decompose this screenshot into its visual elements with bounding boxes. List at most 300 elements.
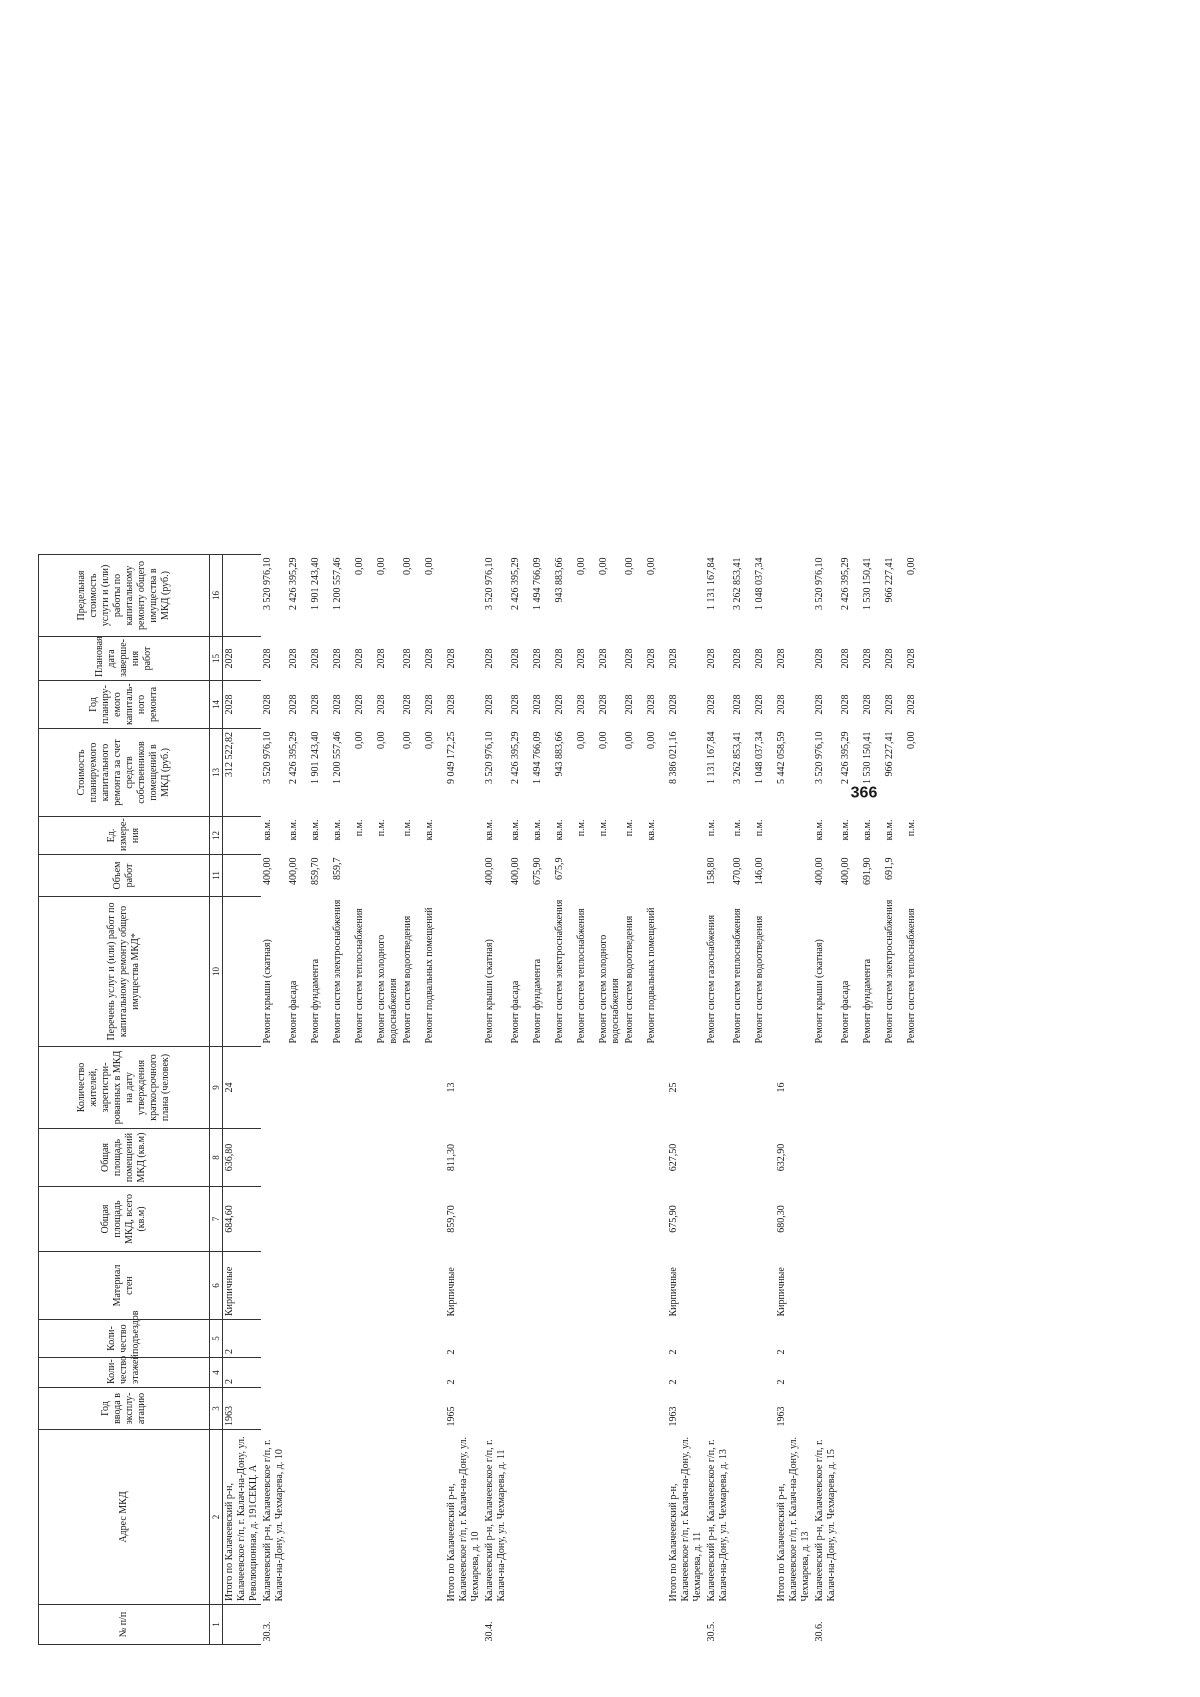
cell-cost: 0,00: [576, 731, 587, 749]
cell-limit: 0,00: [402, 557, 413, 575]
column-header: Общая площадь МКД, всего (кв.м): [39, 1187, 210, 1252]
cell-area-total: [597, 1187, 623, 1252]
cell-floors: [731, 1358, 753, 1388]
cell-floors: [509, 1358, 531, 1388]
cell-limit: 3 520 976,10: [262, 557, 273, 610]
cell-area-total: [509, 1187, 531, 1252]
work-row: [531, 555, 553, 1645]
cell-work: Ремонт систем водоотведения: [754, 915, 765, 1044]
cell-work: Ремонт систем газоснабжения: [706, 914, 717, 1044]
work-row: [597, 555, 623, 1645]
cell-cost: 5 442 058,59: [776, 731, 787, 784]
cell-addr: [623, 1430, 645, 1605]
cell-year: [731, 1388, 753, 1430]
cell-area-total: [731, 1187, 753, 1252]
cell-limit: 1 200 557,46: [332, 557, 343, 610]
cell-residents: [597, 1047, 623, 1129]
cell-num: [667, 1605, 705, 1645]
work-row: [575, 555, 597, 1645]
work-row: [813, 555, 839, 1645]
column-number: 7: [210, 1187, 223, 1252]
cell-addr: [401, 1430, 423, 1605]
cell-area-total: [905, 1187, 927, 1252]
cell-plan-year: 2028: [376, 694, 387, 715]
cell-year: [575, 1388, 597, 1430]
cell-material: Кирпичные: [446, 1267, 457, 1317]
cell-floors: [705, 1358, 731, 1388]
cell-floors: [531, 1358, 553, 1388]
cell-limit: 0,00: [376, 557, 387, 575]
cell-finish: 2028: [668, 648, 679, 669]
cell-floors: [597, 1358, 623, 1388]
cell-residents: [423, 1047, 445, 1129]
cell-unit: [667, 817, 705, 855]
cell-residents: [483, 1047, 509, 1129]
cell-finish: 2028: [376, 648, 387, 669]
work-row: [309, 555, 331, 1645]
cell-year: [353, 1388, 375, 1430]
cell-material: [623, 1252, 645, 1320]
cell-work: Ремонт систем теплоснабжения: [732, 908, 743, 1044]
cell-cost: 1 048 037,34: [754, 731, 765, 784]
cell-year: [645, 1388, 667, 1430]
cell-area-total: [331, 1187, 353, 1252]
cell-floors: [575, 1358, 597, 1388]
column-number: 10: [210, 897, 223, 1047]
cell-limit: 3 520 976,10: [484, 557, 495, 610]
cell-entrances: [287, 1320, 309, 1358]
cell-limit: 2 426 395,29: [840, 557, 851, 610]
cell-cost: 1 200 557,46: [332, 731, 343, 784]
cell-volume: 400,00: [288, 857, 299, 885]
cell-limit: 2 426 395,29: [288, 557, 299, 610]
cell-unit: кв.м.: [424, 819, 435, 841]
cell-area-total: [705, 1187, 731, 1252]
cell-addr: [731, 1430, 753, 1605]
cell-unit: кв.м.: [884, 819, 895, 841]
cell-unit: п.м.: [376, 819, 387, 837]
cell-volume: 146,00: [754, 857, 765, 885]
cell-residents: [401, 1047, 423, 1129]
column-header: Адрес МКД: [39, 1430, 210, 1605]
column-number: 4: [210, 1358, 223, 1388]
cell-area-rooms: [575, 1129, 597, 1187]
cell-work: Ремонт фасада: [510, 980, 521, 1044]
cell-work: Ремонт систем холодного водоснабжения: [376, 934, 399, 1044]
cell-volume: 675,90: [532, 857, 543, 885]
cell-work: Ремонт крыши (скатная): [262, 939, 273, 1044]
cell-num: [531, 1605, 553, 1645]
work-row: [645, 555, 667, 1645]
table-body: [223, 555, 928, 1645]
cell-area-total: [883, 1187, 905, 1252]
cell-volume: [645, 855, 667, 897]
cell-year: 1965: [446, 1406, 457, 1427]
cell-limit: [667, 555, 705, 637]
cell-entrances: [509, 1320, 531, 1358]
cell-area-total: [861, 1187, 883, 1252]
cell-limit: 3 520 976,10: [814, 557, 825, 610]
cell-material: [839, 1252, 861, 1320]
cell-material: [261, 1252, 287, 1320]
cell-residents: [575, 1047, 597, 1129]
cell-floors: 2: [223, 1358, 262, 1388]
column-number: 13: [210, 729, 223, 817]
work-row: [353, 555, 375, 1645]
cell-limit: 0,00: [646, 557, 657, 575]
cell-floors: [261, 1358, 287, 1388]
cell-unit: п.м.: [706, 819, 717, 837]
column-header: Год ввода в эксплу-атацию: [39, 1388, 210, 1430]
cell-area-rooms: [861, 1129, 883, 1187]
cell-cost: 3 520 976,10: [484, 731, 495, 784]
column-header: Коли-чество этажей: [39, 1358, 210, 1388]
cell-addr: [423, 1430, 445, 1605]
cell-area-rooms: [261, 1129, 287, 1187]
cell-area-rooms: [375, 1129, 401, 1187]
cell-plan-year: 2028: [288, 694, 299, 715]
cell-residents: 24: [223, 1047, 262, 1129]
cell-cost: 8 386 021,16: [668, 731, 679, 784]
cell-num: [597, 1605, 623, 1645]
cell-area-total: 684,60: [223, 1187, 262, 1252]
cell-entrances: [575, 1320, 597, 1358]
cell-volume: [775, 855, 813, 897]
cell-material: [353, 1252, 375, 1320]
cell-finish: 2028: [262, 648, 273, 669]
cell-num: [353, 1605, 375, 1645]
cell-work: Ремонт фундамента: [310, 958, 321, 1044]
cell-addr: [597, 1430, 623, 1605]
cell-cost: 0,00: [402, 731, 413, 749]
cell-area-rooms: [883, 1129, 905, 1187]
cell-volume: [575, 855, 597, 897]
cell-floors: [905, 1358, 927, 1388]
cell-residents: [883, 1047, 905, 1129]
cell-year: [861, 1388, 883, 1430]
cell-cost: 1 494 766,09: [532, 731, 543, 784]
cell-num: [223, 1605, 262, 1645]
cell-finish: 2028: [532, 648, 543, 669]
cell-limit: 1 530 150,41: [862, 557, 873, 610]
cell-area-rooms: 632,90: [776, 1143, 787, 1172]
cell-limit: 0,00: [354, 557, 365, 575]
column-number: 5: [210, 1320, 223, 1358]
cell-addr: [861, 1430, 883, 1605]
cell-residents: [261, 1047, 287, 1129]
cell-work: Ремонт систем теплоснабжения: [354, 908, 365, 1044]
cell-entrances: [331, 1320, 353, 1358]
cell-cost: 2 426 395,29: [840, 731, 851, 784]
cell-finish: 2028: [884, 648, 895, 669]
cell-plan-year: 2028: [446, 694, 457, 715]
cell-material: [553, 1252, 575, 1320]
cell-num: [287, 1605, 309, 1645]
cell-entrances: [905, 1320, 927, 1358]
cell-unit: п.м.: [732, 819, 743, 837]
cell-floors: [375, 1358, 401, 1388]
column-number: 2: [210, 1430, 223, 1605]
cell-num: [445, 1605, 483, 1645]
cell-unit: кв.м.: [840, 819, 851, 841]
cell-area-total: 675,90: [668, 1205, 679, 1233]
cell-finish: 2028: [446, 648, 457, 669]
cell-material: [731, 1252, 753, 1320]
cell-unit: кв.м.: [484, 819, 495, 841]
cell-addr: Итого по Калачеевский р-н, Калачеевское г/п, г. Калач-на-Дону, ул. Революционная, д. 191СЕКЦ. А: [223, 1430, 262, 1605]
cell-area-rooms: [531, 1129, 553, 1187]
cell-volume: [667, 855, 705, 897]
cell-floors: 2: [776, 1379, 787, 1385]
cell-finish: 2028: [484, 648, 495, 669]
cell-entrances: [753, 1320, 775, 1358]
cell-entrances: [423, 1320, 445, 1358]
cell-limit: 1 901 243,40: [310, 557, 321, 610]
cell-year: [597, 1388, 623, 1430]
cell-plan-year: 2028: [576, 694, 587, 715]
cell-addr: Калачеевский р-н, Калачеевское г/п, г. Калач-на-Дону, ул. Чехмарева, д. 13: [706, 1439, 729, 1602]
cell-plan-year: 2028: [354, 694, 365, 715]
cell-material: [645, 1252, 667, 1320]
cell-material: [575, 1252, 597, 1320]
cell-year: [261, 1388, 287, 1430]
cell-num: [309, 1605, 331, 1645]
cell-work: Ремонт систем теплоснабжения: [576, 908, 587, 1044]
cell-work: [445, 897, 483, 1047]
cell-cost: 0,00: [376, 731, 387, 749]
cell-entrances: [553, 1320, 575, 1358]
cell-floors: [401, 1358, 423, 1388]
cell-work: Ремонт систем теплоснабжения: [906, 908, 917, 1044]
work-row: [753, 555, 775, 1645]
cell-year: [483, 1388, 509, 1430]
cell-residents: [645, 1047, 667, 1129]
work-row: [839, 555, 861, 1645]
cell-volume: 400,00: [510, 857, 521, 885]
cell-plan-year: 2028: [668, 694, 679, 715]
cell-finish: 2028: [706, 648, 717, 669]
cell-addr: [309, 1430, 331, 1605]
cell-material: [861, 1252, 883, 1320]
cell-volume: 675,9: [554, 857, 565, 880]
cell-area-rooms: [813, 1129, 839, 1187]
cell-residents: [509, 1047, 531, 1129]
cell-finish: 2028: [732, 648, 743, 669]
column-header: Общая площадь помещений МКД (кв.м): [39, 1129, 210, 1187]
cell-plan-year: 2028: [624, 694, 635, 715]
cell-plan-year: 2028: [776, 694, 787, 715]
cell-plan-year: 2028: [706, 694, 717, 715]
cell-work: Ремонт крыши (скатная): [814, 939, 825, 1044]
work-row: [331, 555, 353, 1645]
cell-cost: 1 530 150,41: [862, 731, 873, 784]
column-number: 1: [210, 1605, 223, 1645]
cell-volume: 400,00: [840, 857, 851, 885]
work-row: [731, 555, 753, 1645]
cell-year: [839, 1388, 861, 1430]
cell-plan-year: 2028: [332, 694, 343, 715]
cell-addr: [753, 1430, 775, 1605]
cell-limit: 966 227,41: [884, 557, 895, 603]
cell-cost: 0,00: [424, 731, 435, 749]
cell-work: [223, 897, 262, 1047]
cell-area-total: [375, 1187, 401, 1252]
cell-floors: [861, 1358, 883, 1388]
column-header: Плановая дата заверше-ния работ: [39, 637, 210, 681]
cell-addr: [353, 1430, 375, 1605]
cell-floors: 2: [446, 1379, 457, 1385]
cell-addr: [331, 1430, 353, 1605]
cell-floors: [553, 1358, 575, 1388]
cell-plan-year: 2028: [646, 694, 657, 715]
cell-entrances: [813, 1320, 839, 1358]
cell-area-rooms: [645, 1129, 667, 1187]
cell-cost: 0,00: [354, 731, 365, 749]
cell-limit: 0,00: [906, 557, 917, 575]
cell-residents: [861, 1047, 883, 1129]
work-row: [287, 555, 309, 1645]
cell-cost: 0,00: [646, 731, 657, 749]
cell-finish: 2028: [510, 648, 521, 669]
cell-area-rooms: [705, 1129, 731, 1187]
cell-finish: 2028: [776, 648, 787, 669]
cell-entrances: [401, 1320, 423, 1358]
cell-material: [509, 1252, 531, 1320]
column-number: 9: [210, 1047, 223, 1129]
cell-residents: [623, 1047, 645, 1129]
cell-finish: 2028: [223, 637, 262, 681]
cell-area-total: [353, 1187, 375, 1252]
cell-num: [731, 1605, 753, 1645]
cell-volume: [401, 855, 423, 897]
cell-limit: [223, 555, 262, 637]
work-row: [483, 555, 509, 1645]
cell-plan-year: 2028: [884, 694, 895, 715]
work-row: [861, 555, 883, 1645]
cell-area-rooms: [287, 1129, 309, 1187]
cell-addr: [375, 1430, 401, 1605]
cell-plan-year: 2028: [598, 694, 609, 715]
cell-unit: п.м.: [906, 819, 917, 837]
cell-material: [483, 1252, 509, 1320]
cell-material: [813, 1252, 839, 1320]
cell-year: [813, 1388, 839, 1430]
cell-num: [905, 1605, 927, 1645]
cell-cost: 3 262 853,41: [732, 731, 743, 784]
cell-unit: кв.м.: [332, 819, 343, 841]
cell-finish: 2028: [862, 648, 873, 669]
cell-addr: Калачеевский р-н, Калачеевское г/п, г. Калач-на-Дону, ул. Чехмарева, д. 11: [484, 1439, 507, 1602]
cell-finish: 2028: [906, 648, 917, 669]
cell-limit: [775, 555, 813, 637]
column-number: 16: [210, 555, 223, 637]
cell-addr: Итого по Калачеевский р-н, Калачеевское г/п, г. Калач-на-Дону, ул. Чехмарева, д. 11: [668, 1436, 703, 1602]
cell-entrances: 2: [668, 1349, 679, 1355]
rotated-page: [0, 57, 1150, 1697]
cell-material: [309, 1252, 331, 1320]
cell-material: Кирпичные: [668, 1267, 679, 1317]
cell-num: [401, 1605, 423, 1645]
cell-entrances: [861, 1320, 883, 1358]
cell-num: [575, 1605, 597, 1645]
cell-finish: 2028: [554, 648, 565, 669]
cell-unit: кв.м.: [814, 819, 825, 841]
cell-entrances: [623, 1320, 645, 1358]
cell-work: Ремонт фасада: [840, 980, 851, 1044]
cell-plan-year: 2028: [840, 694, 851, 715]
work-row: [905, 555, 927, 1645]
work-row: [423, 555, 445, 1645]
cell-num: 30.3.: [262, 1621, 273, 1642]
cell-finish: 2028: [288, 648, 299, 669]
work-row: [509, 555, 531, 1645]
cell-volume: 470,00: [732, 857, 743, 885]
cell-floors: [309, 1358, 331, 1388]
cell-material: [705, 1252, 731, 1320]
cell-plan-year: 2028: [310, 694, 321, 715]
cell-area-total: 680,30: [776, 1205, 787, 1233]
table-header: [39, 555, 223, 1645]
cell-cost: 3 520 976,10: [262, 731, 273, 784]
cell-area-rooms: [353, 1129, 375, 1187]
cell-area-rooms: [401, 1129, 423, 1187]
cell-num: [423, 1605, 445, 1645]
work-row: [261, 555, 287, 1645]
cell-area-rooms: [309, 1129, 331, 1187]
cell-addr: [531, 1430, 553, 1605]
cell-area-rooms: [597, 1129, 623, 1187]
repair-plan-table: [38, 554, 927, 1645]
cell-unit: кв.м.: [288, 819, 299, 841]
cell-floors: [623, 1358, 645, 1388]
work-row: [623, 555, 645, 1645]
cell-num: [623, 1605, 645, 1645]
cell-unit: п.м.: [402, 819, 413, 837]
cell-limit: 1 048 037,34: [754, 557, 765, 610]
cell-material: [287, 1252, 309, 1320]
cell-unit: п.м.: [576, 819, 587, 837]
cell-year: [623, 1388, 645, 1430]
cell-cost: 9 049 172,25: [446, 731, 457, 784]
cell-area-total: 859,70: [446, 1205, 457, 1233]
cell-entrances: [597, 1320, 623, 1358]
cell-addr: [883, 1430, 905, 1605]
cell-area-rooms: 636,80: [223, 1129, 262, 1187]
column-header: Стоимость планируемого капитального ремонта за счет средств собственников помещений в МКД (руб.): [39, 729, 210, 817]
cell-unit: п.м.: [754, 819, 765, 837]
cell-residents: [531, 1047, 553, 1129]
column-header: Перечень услуг и (или) работ по капитальному ремонту общего имущества МКД*: [39, 897, 210, 1047]
cell-entrances: 2: [223, 1320, 262, 1358]
cell-floors: [287, 1358, 309, 1388]
cell-area-total: [309, 1187, 331, 1252]
cell-residents: [705, 1047, 731, 1129]
cell-work: Ремонт фасада: [288, 980, 299, 1044]
cell-unit: п.м.: [624, 819, 635, 837]
cell-num: [645, 1605, 667, 1645]
cell-num: [839, 1605, 861, 1645]
cell-year: [753, 1388, 775, 1430]
cell-unit: п.м.: [598, 819, 609, 837]
cell-finish: 2028: [754, 648, 765, 669]
cell-year: [401, 1388, 423, 1430]
cell-floors: [331, 1358, 353, 1388]
cell-floors: [839, 1358, 861, 1388]
cell-cost: 0,00: [624, 731, 635, 749]
page-number: 366: [850, 784, 878, 802]
cell-plan-year: 2028: [402, 694, 413, 715]
cell-unit: [445, 817, 483, 855]
